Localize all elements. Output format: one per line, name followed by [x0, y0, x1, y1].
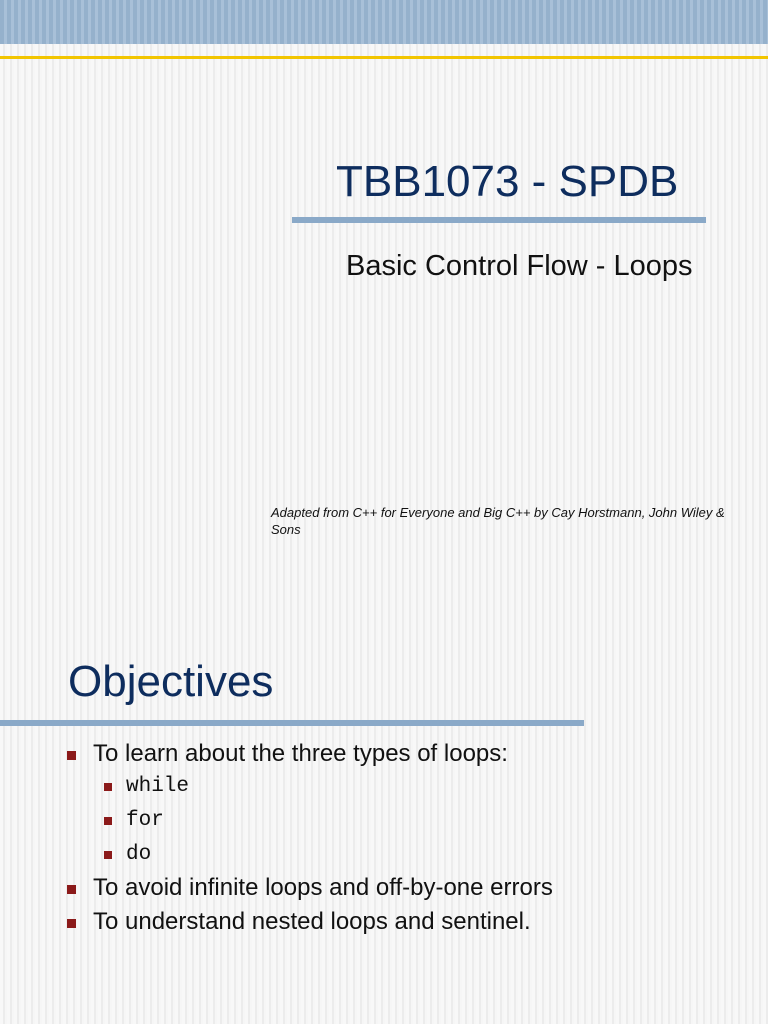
list-item: [93, 873, 553, 903]
slide-subtitle: Basic Control Flow - Loops: [346, 250, 693, 282]
list-item-text: for: [126, 809, 164, 832]
heading-underline: [0, 720, 584, 726]
bullet-square-icon: [104, 783, 112, 791]
list-item-text: To understand nested loops and sentinel.: [93, 908, 531, 935]
title-underline: [292, 217, 706, 223]
bullet-square-icon: [67, 919, 76, 928]
list-item: [126, 807, 164, 835]
list-item: [93, 907, 531, 937]
list-item-text: To learn about the three types of loops:: [93, 740, 508, 767]
list-item: [126, 773, 189, 801]
header-band: [0, 0, 768, 44]
slide-title: TBB1073 - SPDB: [336, 157, 679, 206]
list-item: [93, 739, 508, 769]
objectives-slide: [0, 576, 768, 1024]
list-item: [126, 841, 151, 869]
credit-note: Adapted from C++ for Everyone and Big C++ by Cay Horstmann, John Wiley & Sons: [271, 505, 725, 537]
objectives-heading: Objectives: [68, 657, 274, 706]
list-item-text: while: [126, 775, 190, 798]
bullet-square-icon: [67, 751, 76, 760]
list-item-text: To avoid infinite loops and off-by-one errors: [93, 874, 553, 901]
bullet-square-icon: [67, 885, 76, 894]
list-item-text: do: [126, 843, 152, 866]
bullet-square-icon: [104, 851, 112, 859]
gold-divider: [0, 56, 768, 59]
bullet-square-icon: [104, 817, 112, 825]
